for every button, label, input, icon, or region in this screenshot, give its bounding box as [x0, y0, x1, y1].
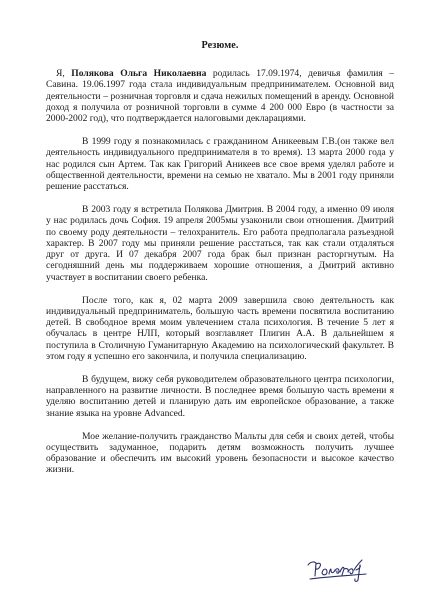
paragraph-first-marriage: В 1999 году я познакомилась с гражданином Аникеевым Г.В.(он также вел деятельность индивидуального предпринимателя в то время). 13 марта 2000 года у нас родился сын Артем. Так как Григорий Аникеев все свое время уделял работе и общественной деятельности, времени на семью не хватало. Мы в 2001 году приняли решение расстаться. — [46, 135, 394, 193]
author-name: Полякова Ольга Николаевна — [71, 68, 207, 79]
paragraph-text: родилась 17.09.1974, девичья фамилия – Савина. 19.06.1997 года стала индивидуальным предпринимателем. Основной вид деятельности – розничная торговля и сдача нежилых помещений в аренду. Основной доход я получила от розничной торговли в сумме 4 200 000 Евро (в частности за 2000-2002 год), что подтверждается налоговыми декларациями. — [46, 68, 394, 125]
paragraph-personal-info — [46, 68, 394, 124]
handwritten-signature-icon — [304, 556, 372, 584]
paragraph-future-plans: В будущем, вижу себя руководителем образовательного центра психологии, направленного на развитие личности. В последнее время большую часть времени я уделяю воспитанию детей и планирую дать им европейское образование, а также знание языка на уровне Advanced. — [46, 373, 394, 419]
paragraph-education: После того, как я, 02 марта 2009 завершила свою деятельность как индивидуальный предприниматель, большую часть времени посвятила воспитанию детей. В свободное время моим увлечением стала психология. В течение 5 лет я обучалась в центре НЛП, который возглавляет Плигин А.А. В дальнейшем я поступила в Столичную Гуманитарную Академию на психологический факультет. В этом году я успешно его закончила, и получила специализацию. — [46, 294, 394, 363]
paragraph-lead: Я, — [56, 68, 72, 79]
document-title: Резюме. — [201, 40, 239, 51]
paragraph-second-marriage: В 2003 году я встретила Полякова Дмитрия. В 2004 году, а именно 09 июля у нас родилась дочь София. 19 апреля 2005мы узаконили свои отношения. Дмитрий по своему роду деятельности – телохранитель. Его работа предполагала разъездной характер. В 2007 году мы приняли решение расстаться, так как стали отдаляться друг от друга. И 07 декабря 2007 года брак был признан расторгнутым. На сегодняшний день мы поддерживаем хорошие отношения, а Дмитрий активно участвует в воспитании своего ребенка. — [46, 203, 394, 283]
paragraph-citizenship-goal: Мое желание-получить гражданство Мальты для себя и своих детей, чтобы осуществить задуманное, подарить детям возможность получить лучшее образование и обеспечить им высокий уровень безопасности и высокое качество жизни. — [46, 430, 394, 476]
